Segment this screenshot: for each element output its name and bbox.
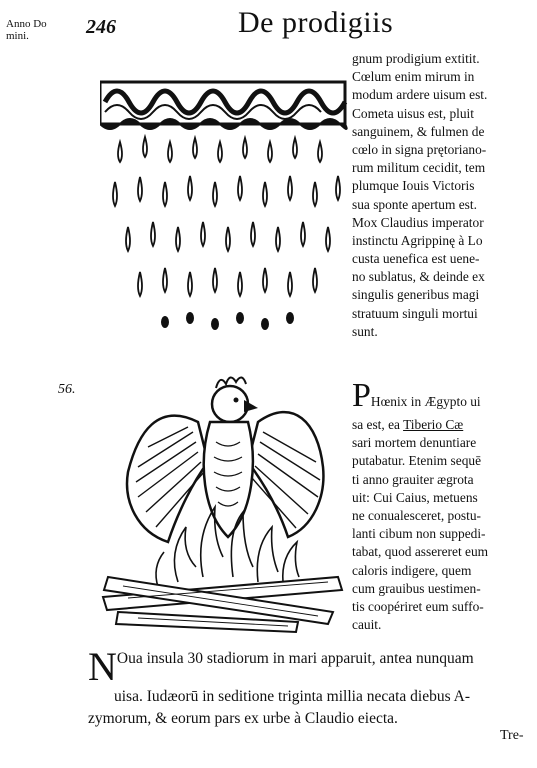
text-line: sunt.	[352, 323, 378, 339]
text-line: sa est, ea	[352, 417, 404, 432]
margin-note-line-1: Anno Do	[6, 18, 47, 30]
woodcut-phoenix-illustration	[98, 372, 348, 634]
text-line: Mox Claudius imperator	[352, 214, 484, 230]
text-line: Hœnix in Ægypto ui	[370, 394, 481, 409]
margin-note-year	[6, 18, 76, 42]
underlined-name: Tiberio Cæ	[403, 417, 464, 432]
text-line: Cometa uisus est, pluit	[352, 105, 474, 121]
text-line: custa uenefica est uene-	[352, 251, 480, 267]
text-line: gnum prodigium extitit.	[352, 51, 480, 66]
bottom-line-1	[88, 644, 532, 689]
text-line: stratuum singuli mortui	[352, 305, 478, 321]
text-line: putabatur. Etenim sequē	[352, 453, 482, 469]
text-line: sari mortem denuntiare	[352, 435, 477, 451]
bottom-paragraph	[88, 644, 532, 730]
woodcut-blood-rain-illustration	[100, 72, 350, 342]
text-line: rum militum cecidit, tem	[352, 160, 486, 176]
drop-cap-line-2	[352, 416, 534, 434]
text-line: tis coopériret eum suffo-	[352, 598, 484, 614]
text-line: uit: Cui Caius, metuens	[352, 489, 478, 505]
text-line: cœlo in signa prętoriano-	[352, 141, 487, 157]
drop-cap-n: N	[88, 644, 117, 689]
text-line: cauit.	[352, 617, 382, 633]
text-line: uisa. Iudæorū in seditione triginta millia necata diebus A-	[114, 688, 470, 705]
text-line: zymorum, & eorum pars ex urbe à Claudio eiecta.	[88, 710, 398, 727]
text-line: sua sponte apertum est.	[352, 196, 477, 212]
text-line: plumque Iouis Victoris	[352, 178, 475, 194]
text-line: sanguinem, & fulmen de	[352, 123, 485, 139]
text-line: ti anno grauiter ægrota	[352, 471, 474, 487]
margin-note-line-2: mini.	[6, 30, 29, 42]
text-line: lanti cibum non suppedi-	[352, 526, 486, 542]
drop-cap-line-1	[352, 377, 534, 416]
page-number: 246	[86, 16, 116, 38]
text-line: tabat, quod assereret eum	[352, 544, 489, 560]
text-line: ne conualesceret, postu-	[352, 507, 482, 523]
catchword: Tre-	[500, 728, 524, 743]
text-line: cum grauibus uestimen-	[352, 580, 481, 596]
text-line: Oua insula 30 stadiorum in mari apparuit, antea nunquam	[116, 650, 474, 667]
phoenix-text-column	[352, 377, 534, 634]
text-line: singulis generibus magi	[352, 287, 480, 303]
page-title: De prodigiis	[238, 6, 394, 39]
text-line: modum ardere uisum est.	[352, 87, 488, 103]
text-line: caloris indigere, quem	[352, 562, 472, 578]
upper-text-column	[352, 50, 534, 341]
drop-cap-p: P	[352, 377, 371, 414]
text-line: instinctu Agrippinę à Lo	[352, 232, 483, 248]
item-number: 56.	[58, 382, 76, 397]
text-line: no sublatus, & deinde ex	[352, 269, 485, 285]
text-line: Cœlum enim mirum in	[352, 69, 475, 85]
